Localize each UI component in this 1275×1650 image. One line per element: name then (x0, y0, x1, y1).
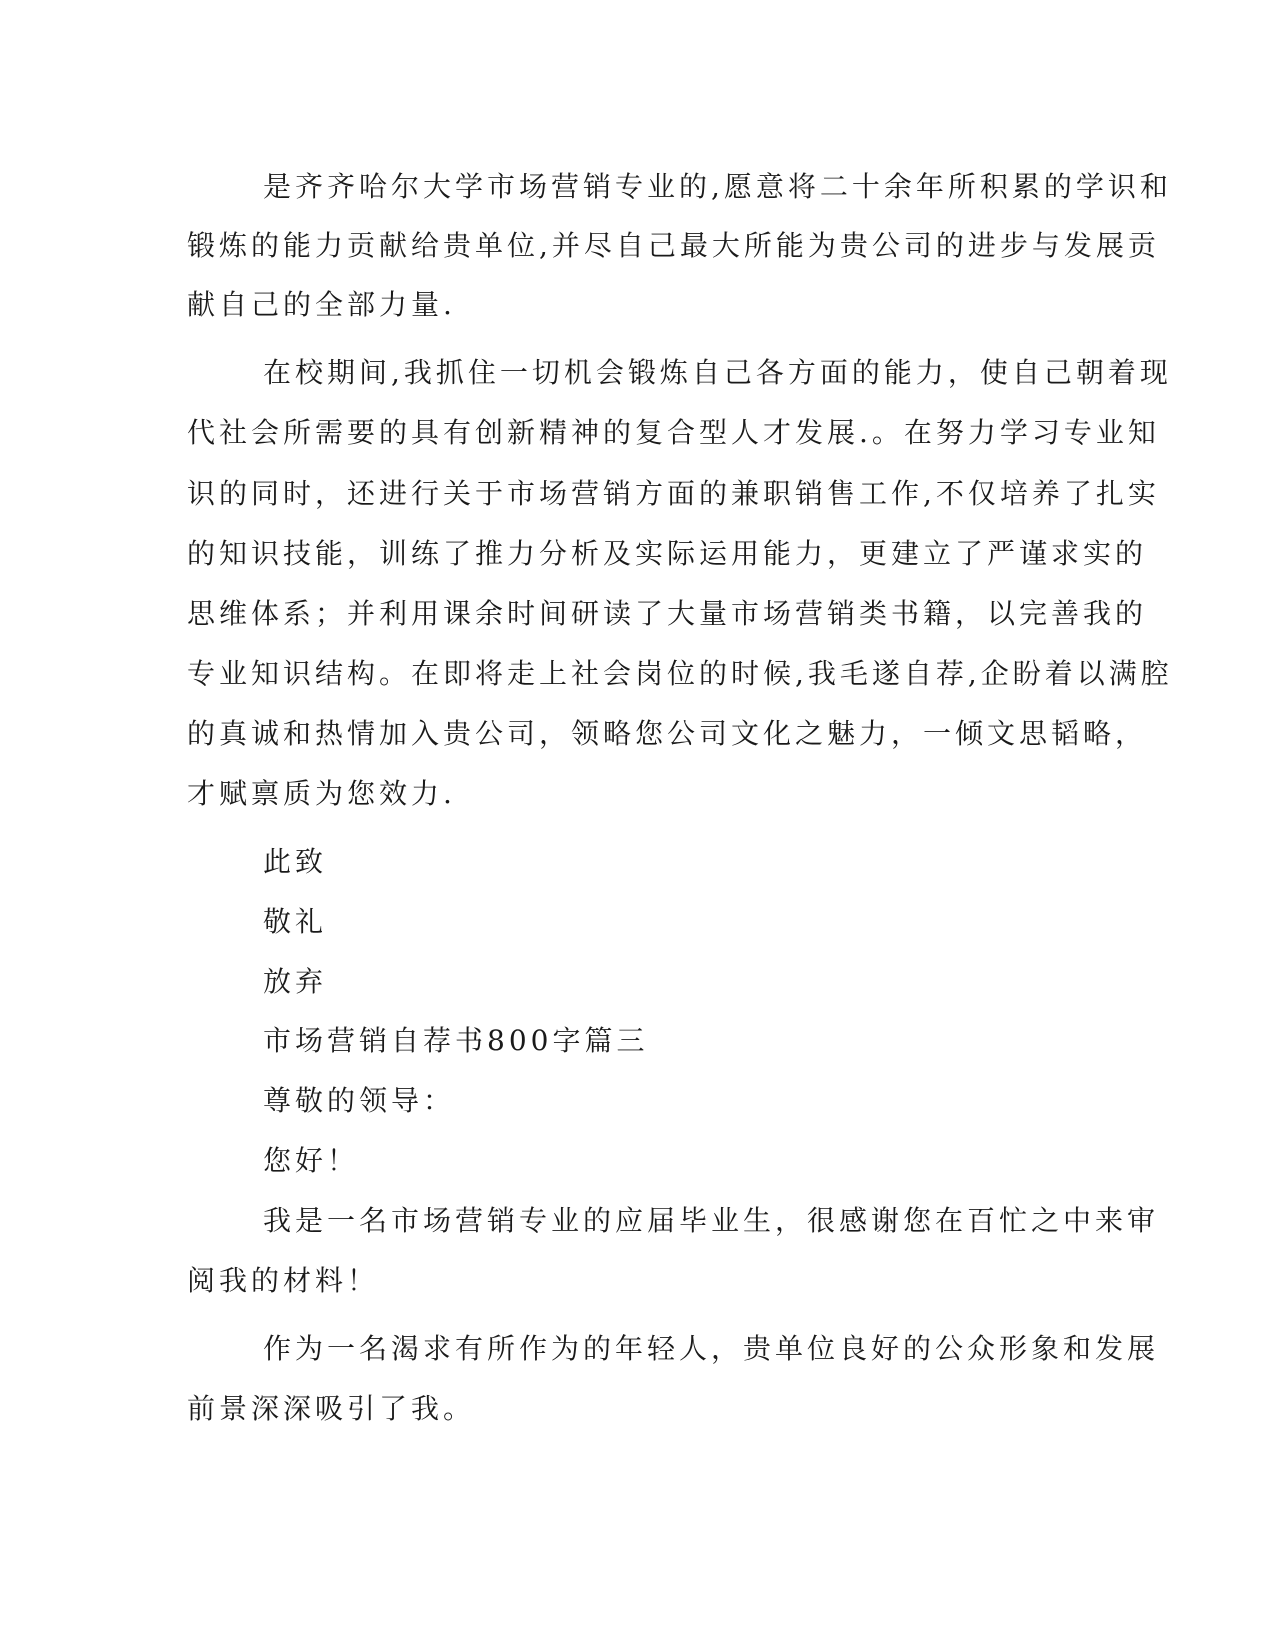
salutation: 尊敬的领导： (263, 1084, 456, 1117)
paragraph-line: 锻炼的能力贡献给贵单位,并尽自己最大所能为贵公司的进步与发展贡 (187, 229, 1160, 262)
paragraph-line: 在校期间,我抓住一切机会锻炼自己各方面的能力，使自己朝着现 (263, 356, 1172, 389)
closing-line: 敬礼 (263, 905, 328, 938)
paragraph-line: 作为一名渴求有所作为的年轻人，贵单位良好的公众形象和发展 (263, 1332, 1160, 1365)
paragraph-line: 献自己的全部力量. (187, 288, 456, 321)
paragraph-line: 思维体系；并利用课余时间研读了大量市场营销类书籍，以完善我的 (187, 597, 1148, 630)
paragraph-line: 的真诚和热情加入贵公司，领略您公司文化之魅力，一倾文思韬略， (187, 717, 1148, 750)
paragraph-line: 前景深深吸引了我。 (187, 1392, 476, 1425)
paragraph-line: 是齐齐哈尔大学市场营销专业的,愿意将二十余年所积累的学识和 (263, 170, 1172, 203)
greeting: 您好！ (263, 1144, 360, 1177)
paragraph-line: 我是一名市场营销专业的应届毕业生，很感谢您在百忙之中来审 (263, 1204, 1160, 1237)
paragraph-line: 才赋禀质为您效力. (187, 777, 456, 810)
closing-line: 此致 (263, 845, 328, 878)
closing-line: 放弃 (263, 965, 328, 998)
paragraph-line: 代社会所需要的具有创新精神的复合型人才发展.。在努力学习专业知 (187, 416, 1160, 449)
paragraph-line: 阅我的材料！ (187, 1264, 380, 1297)
paragraph-line: 识的同时，还进行关于市场营销方面的兼职销售工作,不仅培养了扎实 (187, 477, 1160, 510)
paragraph-line: 的知识技能，训练了推力分析及实际运用能力，更建立了严谨求实的 (187, 537, 1148, 570)
paragraph-line: 专业知识结构。在即将走上社会岗位的时候,我毛遂自荐,企盼着以满腔 (187, 657, 1173, 690)
section-heading: 市场营销自荐书800字篇三 (263, 1024, 649, 1057)
